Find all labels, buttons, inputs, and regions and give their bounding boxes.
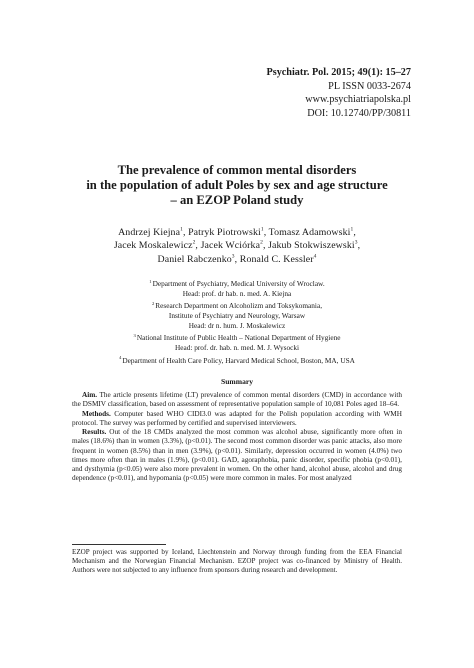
abstract-aim [72,391,402,410]
aim-label: Aim. [82,391,98,399]
footnote-line: EZOP project was supported by Iceland, Liechtenstein and Norway through funding from the EEA [72,548,373,556]
funding-footnote [72,548,402,576]
affiliation-3 [0,333,474,352]
journal-website[interactable]: www.psychiatriapolska.pl [305,94,411,106]
author-name: Jakub Stokwiszewski [268,240,355,252]
abstract-methods [72,410,402,429]
author-name: Jacek Wciórka [200,240,261,252]
title-line-2: in the population of adult Poles by sex and age structure [86,178,388,192]
journal-citation: Psychiatr. Pol. 2015; 49(1): 15–27 [266,67,411,78]
affiliation-line: Research Department on Alcoholizm and Toksykomania, [155,301,323,311]
affiliation-1 [0,279,474,298]
footnote-line: and development. [286,566,338,575]
author-affil-num: 2 [192,240,196,247]
affiliations [0,279,474,369]
issn: PL ISSN 0033-2674 [328,80,411,92]
footnote-line: Financial Mechanism and the Norwegian Financial Mechanism. EZOP project was co-financed [72,548,402,566]
author-name: Daniel Rabczenko [157,253,232,265]
journal-header [267,66,412,120]
methods-label: Methods. [82,409,111,418]
affiliation-line: National Institute of Public Health – National Department of Hygiene [136,333,341,343]
footnote-line: by Ministry of Health. Authors were not subjected to any influence from sponsors during research [72,557,402,575]
author-affil-num: 3 [354,240,358,247]
results-label: Results. [82,428,107,436]
aim-text: The article presents lifetime (LT) prevalence of common mental disorders (CMD) in accordance with the DSMIV classification, based on assessment of representative population sample of 10,081 Poles aged 18–64. [72,391,402,409]
title-line-1: The prevalence of common mental disorders [117,163,357,177]
authors-line-3: Daniel Rabczenko$^3$, Ronald C. Kessler$^4$ [157,253,317,265]
affiliation-num: 4 [119,355,122,361]
affiliation-num: 3 [133,332,136,338]
author-affil-num: 1 [260,226,264,233]
affiliation-2 [0,301,474,330]
methods-text: Computer based WHO CIDI3.0 was adapted for the Polish population according with WMH protocol. The survey was performed by certified and supervised interviewers. [72,409,402,427]
author-affil-num: 1 [180,226,183,233]
affiliation-line: Department of Psychiatry, Medical University of Wroclaw. [152,279,325,288]
author-name: Patryk Piotrowski [188,227,261,238]
affiliation-line: Head: dr n. hum. J. Moskalewicz [188,320,286,330]
author-affil-num: 2 [260,240,263,247]
affiliation-line: Head: prof. dr hab. n. med. A. Kiejna [182,288,292,298]
article-title [0,163,474,208]
affiliation-4 [0,356,474,366]
authors-line-2: Jacek Moskalewicz$^2$, Jacek Wciórka$^2$, Jakub Stokwiszewski$^3$, [113,240,361,252]
affiliation-line: Department of Health Care Policy, Harvard Medical School, Boston, MA, USA [122,355,355,365]
affiliation-num: 2 [151,300,155,306]
author-name: Jacek Moskalewicz [113,240,193,252]
affiliation-line: Institute of Psychiatry and Neurology, Warsaw [168,310,306,320]
title-line-3: – an EZOP Poland study [170,193,304,207]
author-affil-num: 4 [313,253,317,260]
results-text: Out of the 18 CMDs analyzed the most common was alcohol abuse, significantly more often in males (18.6%) than in women (3.3%), (p<0.01). The second most common disorder was panic attacks, also more frequent in women (8.5%) than in men (3.9%), (p<0.01). Similarly, depression occurred in women (4.0%) two times more often than in males (1.9%), (p<0.01). GAD, agoraphobia, panic disorder, specific phobia (p<0.01), and dysthymia (p<0.05) were also more prevalent in women. On the other hand, alcohol abuse, alcohol and drug dependence (p<0.01), and hypomania (p<0.05) were more common in males. For most analyzed [72,428,402,483]
author-affil-num: 3 [231,253,235,260]
affiliation-num: 1 [149,278,152,284]
summary-heading: Summary [220,377,254,386]
author-name: Ronald C. Kessler [239,253,314,265]
author-name: Andrzej Kiejna [118,227,181,238]
authors-line-1: Andrzej Kiejna$^1$, Patryk Piotrowski$^1$, Tomasz Adamowski$^1$, [118,226,356,238]
affiliation-line: Head: prof. dr. hab. n. med. M. J. Wysocki [174,342,300,352]
abstract [72,391,402,484]
author-name: Tomasz Adamowski [268,227,351,238]
author-list [0,226,474,266]
footnote-divider [72,544,166,545]
doi[interactable]: DOI: 10.12740/PP/30811 [307,107,411,119]
abstract-results [72,428,402,484]
author-affil-num: 1 [350,226,354,233]
